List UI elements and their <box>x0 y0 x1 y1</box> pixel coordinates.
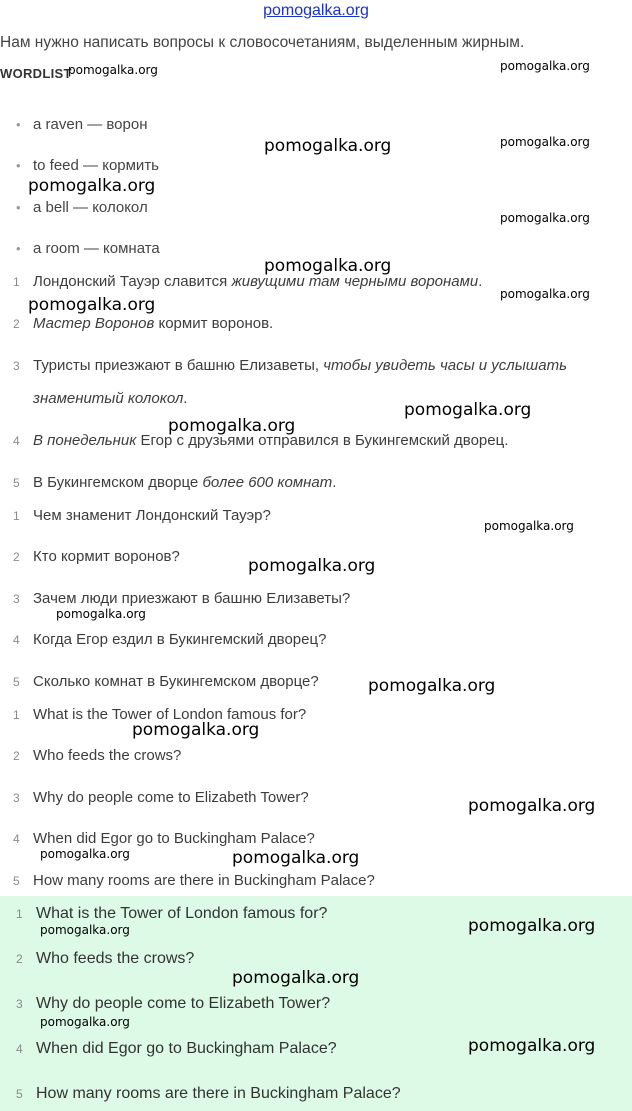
item-number: 5 <box>16 1087 23 1101</box>
item-number: 3 <box>13 592 20 606</box>
watermark: pomogalka.org <box>232 968 360 988</box>
watermark: pomogalka.org <box>28 295 156 315</box>
watermark: pomogalka.org <box>68 63 158 77</box>
answer-line <box>16 995 622 1013</box>
sentence-text: Лондонский Тауэр славится <box>33 273 232 290</box>
watermark: pomogalka.org <box>500 59 590 73</box>
watermark: pomogalka.org <box>264 256 392 276</box>
sentence-text: Егор с друзьями отправился в Букингемский дворец. <box>136 432 509 449</box>
bullet-icon: • <box>16 158 21 173</box>
watermark: pomogalka.org <box>500 135 590 149</box>
sentence-line <box>13 474 622 491</box>
bullet-icon: • <box>16 200 21 215</box>
watermark: pomogalka.org <box>28 176 156 196</box>
vocab-text: a bell — колокол <box>33 199 148 216</box>
item-number: 2 <box>16 952 23 966</box>
answer-text: How many rooms are there in Buckingham Palace? <box>36 1085 401 1102</box>
sentence-text: . <box>183 390 188 407</box>
sentence-highlight: чтобы увидеть часы и услышать <box>323 357 567 374</box>
question-en <box>13 747 622 764</box>
item-number: 3 <box>13 359 20 373</box>
item-number: 4 <box>13 633 20 647</box>
answer-text: Why do people come to Elizabeth Tower? <box>36 995 331 1012</box>
item-number: 3 <box>16 997 23 1011</box>
sentence-text: Туристы приезжают в башню Елизаветы, <box>33 357 324 374</box>
sentence-highlight: Мастер Воронов <box>33 315 155 332</box>
bullet-icon: • <box>16 117 21 132</box>
vocab-text: to feed — кормить <box>33 157 159 174</box>
watermark: pomogalka.org <box>40 923 130 937</box>
watermark: pomogalka.org <box>468 1036 596 1056</box>
sentence-highlight: В понедельник <box>33 432 137 449</box>
question-text: Когда Егор ездил в Букингемский дворец? <box>33 631 327 648</box>
question-text: When did Egor go to Buckingham Palace? <box>33 830 315 847</box>
task-instruction: Нам нужно написать вопросы к словосочетаниям, выделенным жирным. <box>0 34 525 51</box>
vocab-item <box>16 199 148 216</box>
item-number: 2 <box>13 317 20 331</box>
watermark: pomogalka.org <box>468 796 596 816</box>
sentence-text: В Букингемском дворце <box>33 474 203 491</box>
watermark: pomogalka.org <box>264 136 392 156</box>
question-text: Who feeds the crows? <box>33 747 182 764</box>
question-text: Зачем люди приезжают в башню Елизаветы? <box>33 590 351 607</box>
sentence-text: . <box>478 273 483 290</box>
question-text: What is the Tower of London famous for? <box>33 706 307 723</box>
question-text: Чем знаменит Лондонский Тауэр? <box>33 507 271 524</box>
question-en <box>13 830 622 847</box>
watermark: pomogalka.org <box>484 519 574 533</box>
sentence-highlight: знаменитый колокол <box>33 390 184 407</box>
sentence-text: . <box>332 474 337 491</box>
watermark: pomogalka.org <box>168 416 296 436</box>
item-number: 1 <box>13 708 20 722</box>
sentence-line <box>13 315 622 332</box>
answer-line <box>16 1085 622 1103</box>
item-number: 5 <box>13 675 20 689</box>
watermark: pomogalka.org <box>500 211 590 225</box>
question-ru <box>13 673 622 690</box>
answer-line <box>16 950 622 968</box>
watermark: pomogalka.org <box>40 1015 130 1029</box>
vocab-text: a room — комната <box>33 240 160 257</box>
question-en <box>13 872 622 889</box>
sentence-text: кормит воронов. <box>154 315 274 332</box>
question-ru <box>13 590 622 607</box>
sentence-highlight: живущими там черными воронами <box>231 273 479 290</box>
watermark: pomogalka.org <box>132 720 260 740</box>
wordlist-heading: WORDLIST <box>0 66 72 81</box>
sentence-line <box>13 432 622 449</box>
item-number: 1 <box>13 509 20 523</box>
question-en <box>13 706 622 723</box>
answer-text: Who feeds the crows? <box>36 950 195 967</box>
question-text: Сколько комнат в Букингемском дворце? <box>33 673 319 690</box>
question-text: Кто кормит воронов? <box>33 548 180 565</box>
bullet-icon: • <box>16 241 21 256</box>
question-text: How many rooms are there in Buckingham Palace? <box>33 872 375 889</box>
item-number: 2 <box>13 550 20 564</box>
question-ru <box>13 631 622 648</box>
watermark: pomogalka.org <box>232 848 360 868</box>
question-text: Why do people come to Elizabeth Tower? <box>33 789 309 806</box>
watermark: pomogalka.org <box>40 847 130 861</box>
item-number: 2 <box>13 749 20 763</box>
item-number: 5 <box>13 874 20 888</box>
vocab-text: a raven — ворон <box>33 116 148 133</box>
item-number: 4 <box>13 434 20 448</box>
sentence-line <box>13 357 622 374</box>
watermark: pomogalka.org <box>404 400 532 420</box>
item-number: 1 <box>13 275 20 289</box>
item-number: 1 <box>16 907 23 921</box>
item-number: 5 <box>13 476 20 490</box>
watermark: pomogalka.org <box>368 676 496 696</box>
sentence-highlight: более 600 комнат <box>202 474 333 491</box>
item-number: 4 <box>16 1042 23 1056</box>
item-number: 4 <box>13 832 20 846</box>
watermark: pomogalka.org <box>468 916 596 936</box>
answer-text: What is the Tower of London famous for? <box>36 905 328 922</box>
vocab-item <box>16 116 147 133</box>
vocab-item <box>16 240 160 257</box>
site-link[interactable]: pomogalka.org <box>263 2 369 19</box>
watermark: pomogalka.org <box>248 556 376 576</box>
watermark: pomogalka.org <box>56 607 146 621</box>
item-number: 3 <box>13 791 20 805</box>
answer-text: When did Egor go to Buckingham Palace? <box>36 1040 337 1057</box>
vocab-item <box>16 157 159 174</box>
watermark: pomogalka.org <box>500 287 590 301</box>
